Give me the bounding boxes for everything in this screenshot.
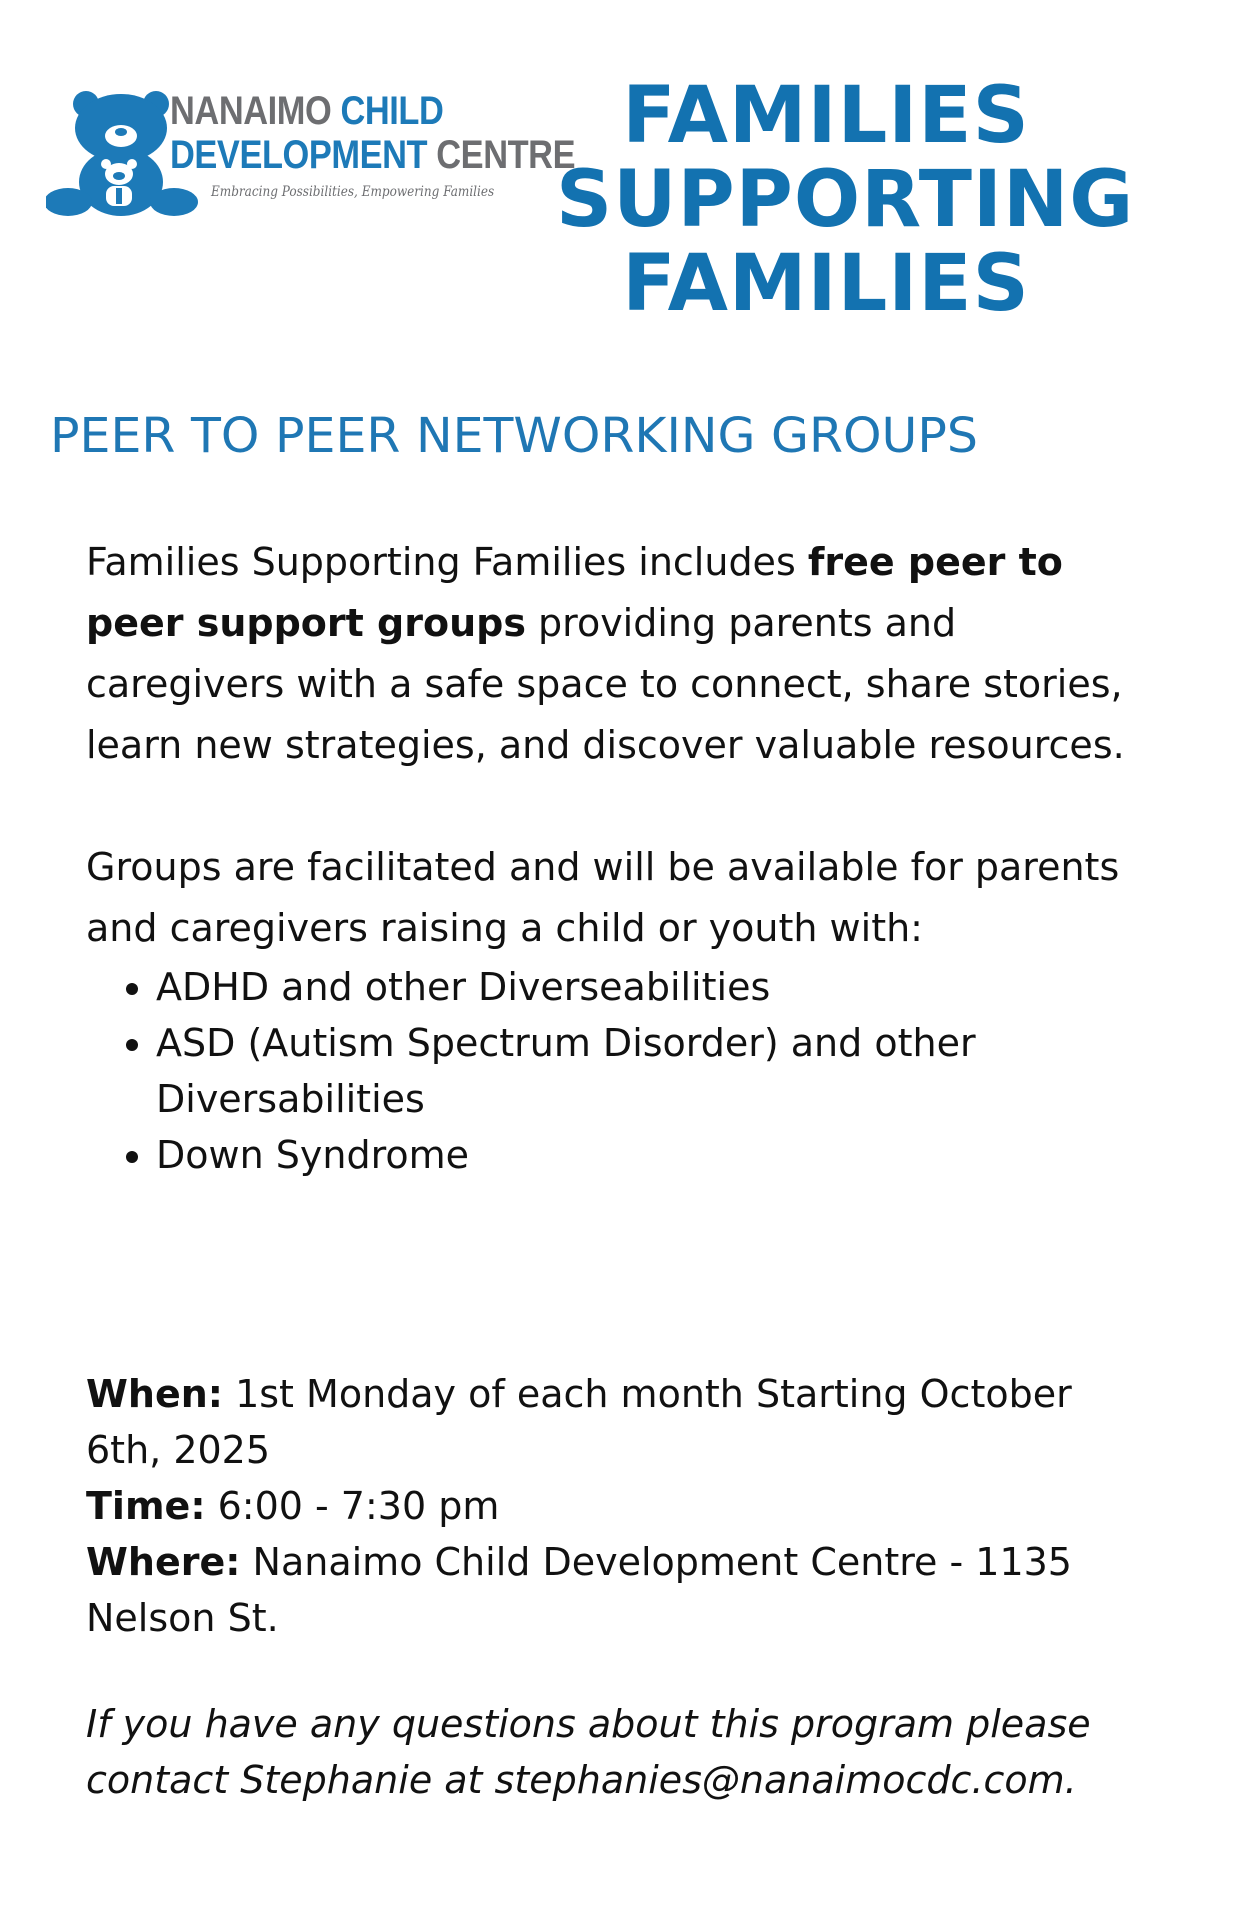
list-item: • Down Syndrome bbox=[156, 1127, 1146, 1183]
logo-word-nanaimo: NANAIMO bbox=[170, 89, 332, 133]
groups-paragraph: Groups are facilitated and will be available for parents and caregivers raising a child or youth with: bbox=[86, 845, 1120, 950]
list-item: • ASD (Autism Spectrum Disorder) and other Diversabilities bbox=[156, 1015, 1146, 1127]
logo-line-1 bbox=[170, 90, 443, 132]
intro-text: Families Supporting Families includes bbox=[86, 540, 808, 584]
where-line bbox=[86, 1534, 1146, 1646]
logo-line-2 bbox=[170, 134, 575, 176]
where-label: Where: bbox=[86, 1540, 241, 1584]
time-value: 6:00 - 7:30 pm bbox=[205, 1484, 500, 1528]
event-details bbox=[86, 1366, 1146, 1646]
organization-logo bbox=[46, 88, 576, 228]
list-item: • ADHD and other Diverseabilities bbox=[156, 959, 1146, 1015]
intro-paragraph bbox=[86, 532, 1146, 776]
contact-note: If you have any questions about this program please contact Stephanie at stephanies@nanaimocdc.com. bbox=[86, 1702, 1091, 1802]
time-line bbox=[86, 1478, 1146, 1534]
when-label: When: bbox=[86, 1372, 223, 1416]
logo-tagline: Embracing Possibilities, Empowering Families bbox=[211, 184, 495, 200]
title-line-2: SUPPORTING bbox=[556, 155, 1135, 245]
logo-word-development: DEVELOPMENT bbox=[170, 133, 428, 177]
when-line bbox=[86, 1366, 1146, 1478]
intro-bold-text: free peer to peer support groups bbox=[86, 540, 1063, 645]
conditions-list bbox=[86, 959, 1146, 1183]
title-line-3: FAMILIES bbox=[622, 239, 1030, 329]
intro-text-end: providing parents and caregivers with a safe space to connect, share stories, learn new strategies, and discover valuable resources. bbox=[86, 601, 1125, 767]
when-value: 1st Monday of each month Starting October 6th, 2025 bbox=[86, 1372, 1072, 1472]
main-content bbox=[86, 532, 1146, 1183]
time-label: Time: bbox=[86, 1484, 206, 1528]
logo-word-child: CHILD bbox=[340, 89, 444, 133]
page-subtitle: PEER TO PEER NETWORKING GROUPS bbox=[50, 408, 978, 464]
logo-word-centre: CENTRE bbox=[436, 133, 576, 177]
title-line-1: FAMILIES bbox=[622, 71, 1030, 161]
page-title bbox=[556, 71, 1135, 329]
where-value: Nanaimo Child Development Centre - 1135 Nelson St. bbox=[86, 1540, 1072, 1640]
